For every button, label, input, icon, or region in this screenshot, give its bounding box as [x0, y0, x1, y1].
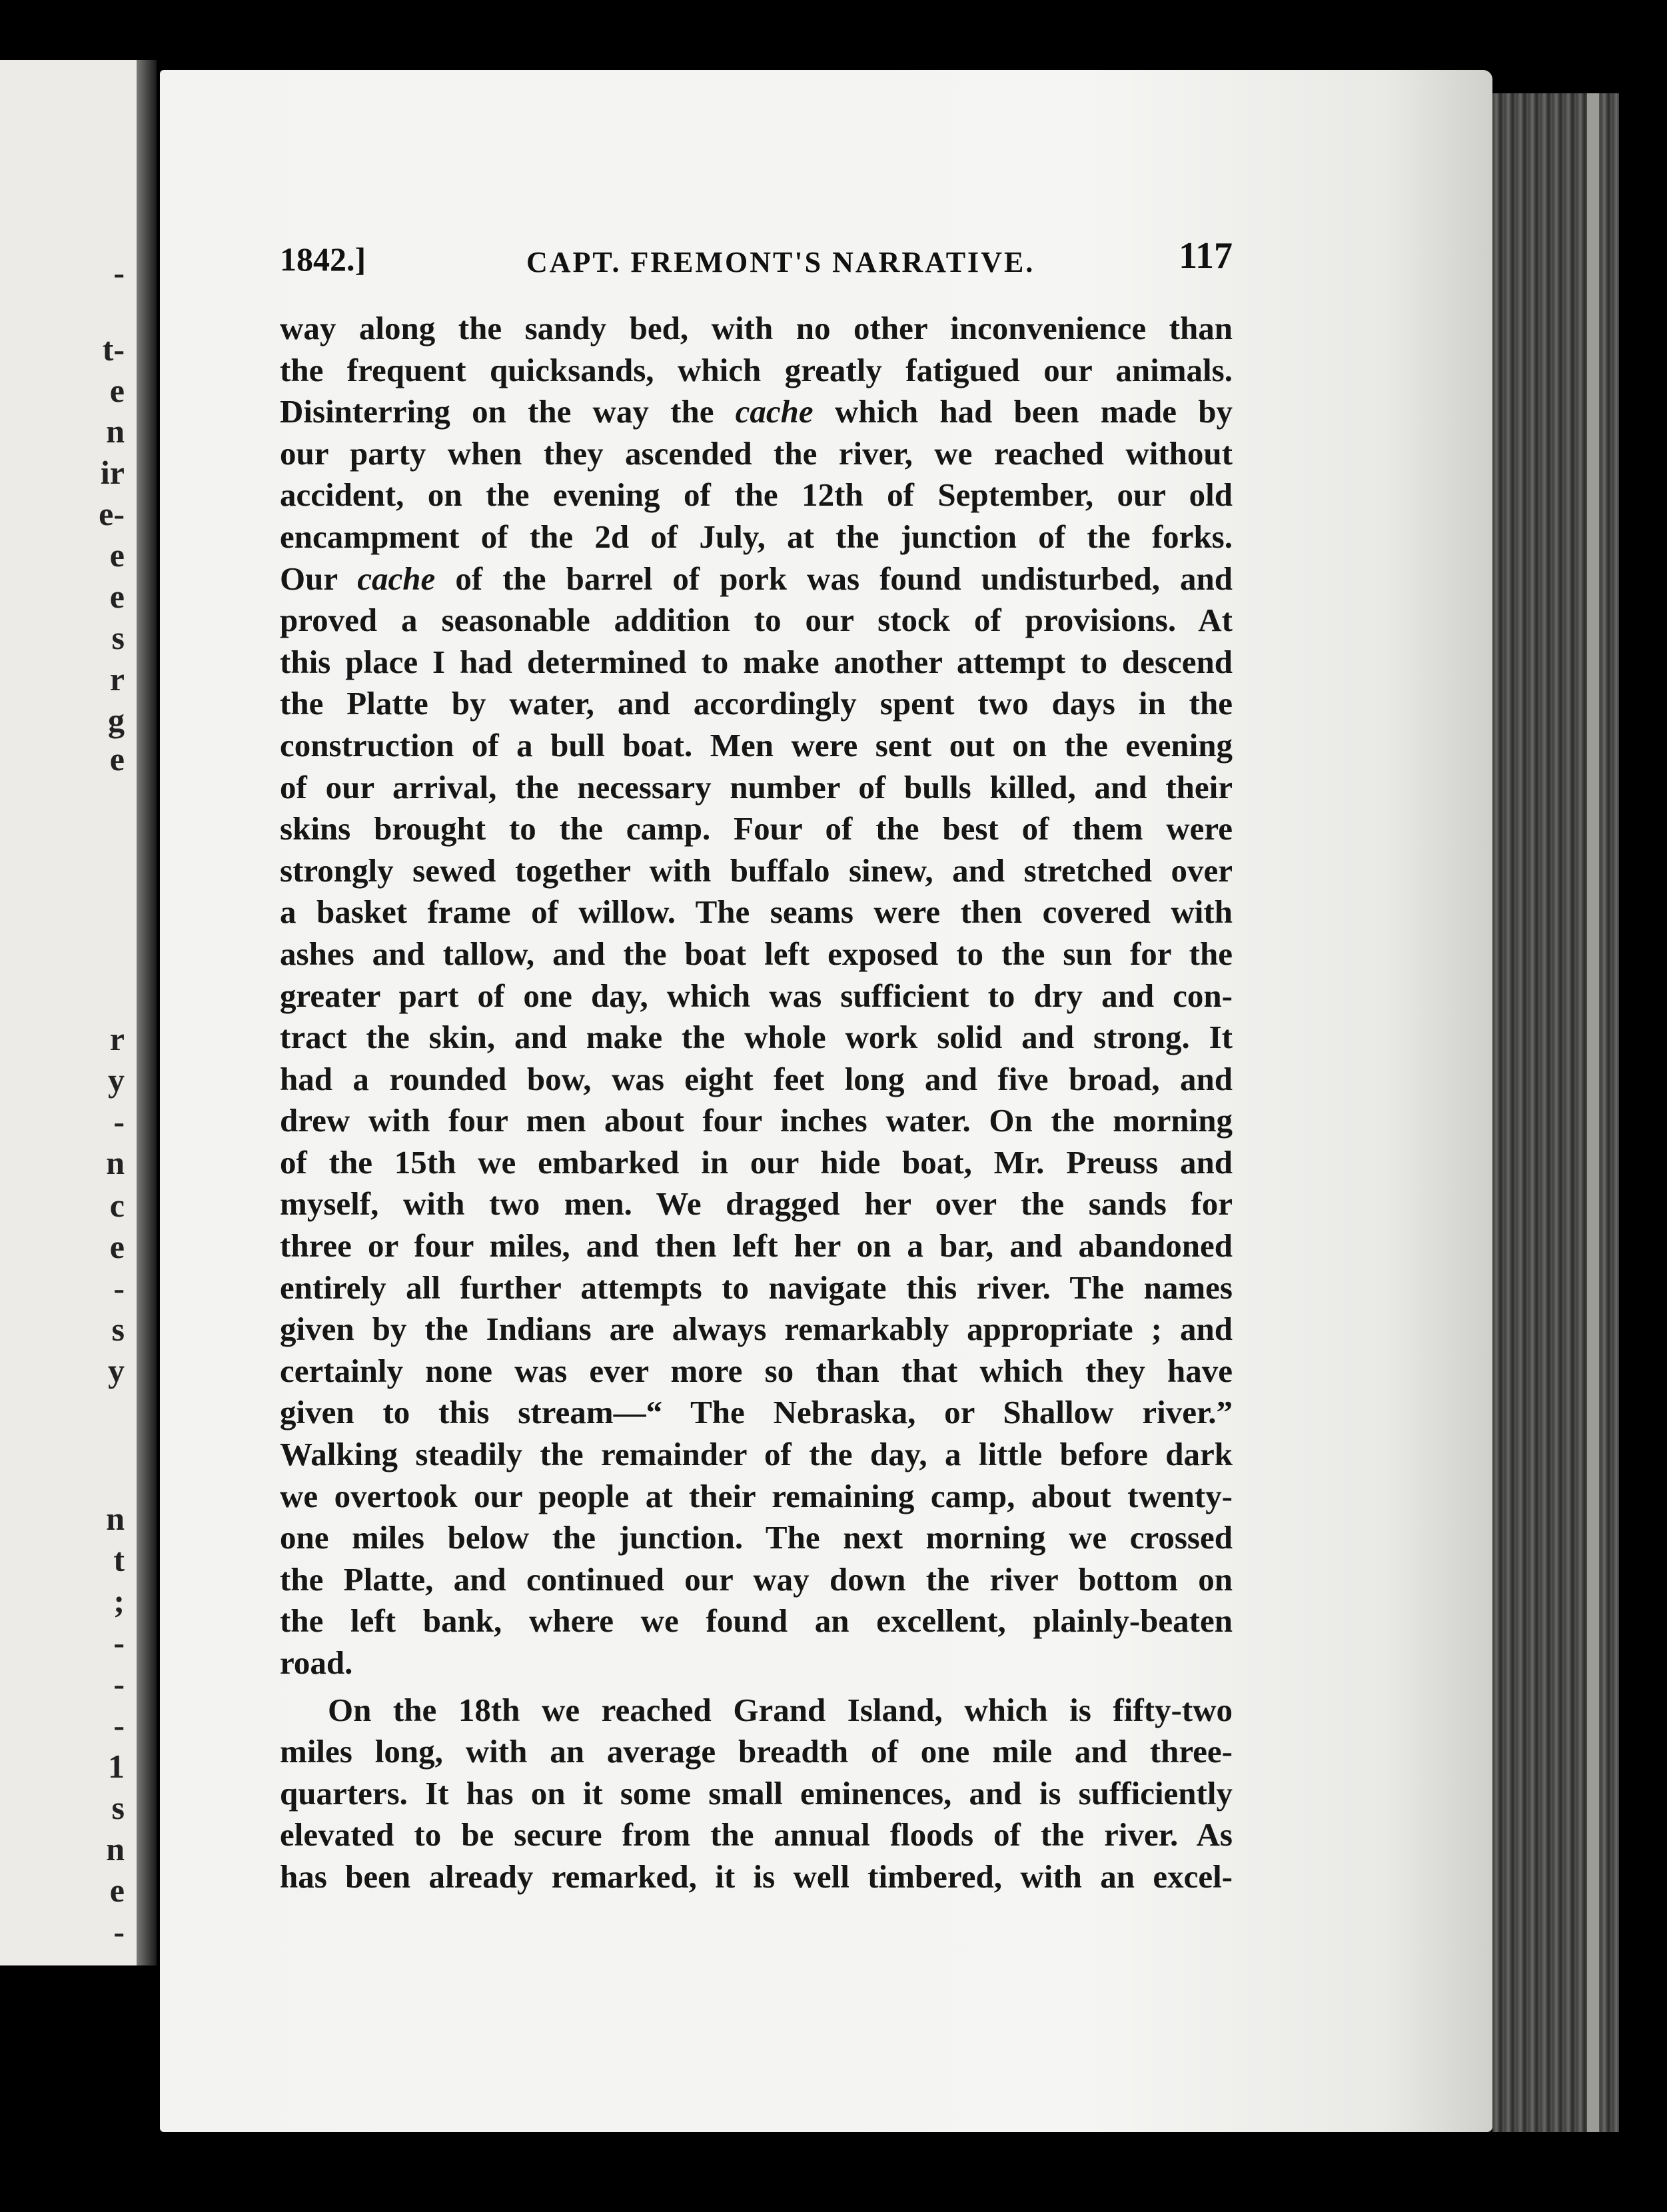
left-margin-char: n: [106, 1144, 125, 1181]
left-margin-char: s: [111, 1311, 125, 1348]
left-margin-char: s: [111, 1789, 125, 1826]
text-line: the frequent quicksands, which greatly fatigued our animals.: [280, 351, 1233, 388]
text-line: Our cache of the barrel of pork was found undisturbed, and: [280, 560, 1233, 597]
text-line: Walking steadily the remainder of the day, a little before dark: [280, 1436, 1233, 1473]
left-margin-char: -: [113, 254, 125, 291]
left-margin-char: e: [109, 1228, 125, 1265]
text-line: strongly sewed together with buffalo sinew, and stretched over: [280, 851, 1233, 889]
text-line: this place I had determined to make another attempt to descend: [280, 643, 1233, 680]
text-line: has been already remarked, it is well timbered, with an excel-: [280, 1858, 1233, 1895]
text-line: encampment of the 2d of July, at the junction of the forks.: [280, 518, 1233, 555]
text-line: elevated to be secure from the annual floods of the river. As: [280, 1816, 1233, 1854]
left-margin-char: n: [106, 1500, 125, 1537]
text-line: given to this stream—“ The Nebraska, or Shallow river.”: [280, 1394, 1233, 1431]
text-line: proved a seasonable addition to our stock of provisions. At: [280, 602, 1233, 639]
left-margin-char: -: [113, 1665, 125, 1702]
text-line: our party when they ascended the river, we reached without: [280, 434, 1233, 472]
text-line: of the 15th we embarked in our hide boat, Mr. Preuss and: [280, 1143, 1233, 1181]
left-margin-char: c: [109, 1187, 125, 1224]
text-line: the left bank, where we found an excellent, plainly-beaten: [280, 1602, 1233, 1640]
left-margin-char: s: [111, 619, 125, 656]
text-line: three or four miles, and then left her on a bar, and abandoned: [280, 1227, 1233, 1265]
text-line: ashes and tallow, and the boat left exposed to the sun for the: [280, 935, 1233, 972]
text-line: a basket frame of willow. The seams were then covered with: [280, 893, 1233, 931]
text-line: one miles below the junction. The next morning we crossed: [280, 1519, 1233, 1556]
text-line: construction of a bull boat. Men were sent out on the evening: [280, 726, 1233, 764]
left-margin-char: r: [109, 660, 125, 698]
left-margin-char: -: [113, 1706, 125, 1744]
left-margin-char: e: [109, 372, 125, 409]
left-margin-char: e: [109, 578, 125, 615]
left-margin-char: y: [108, 1061, 125, 1099]
left-page-margin-letters: [0, 60, 137, 1965]
text-line: drew with four men about four inches water. On the morning: [280, 1102, 1233, 1139]
left-margin-char: e: [109, 1872, 125, 1909]
left-margin-char: -: [113, 1913, 125, 1950]
header-title: CAPT. FREMONT'S NARRATIVE.: [526, 246, 1035, 278]
text-line: myself, with two men. We dragged her over the sands for: [280, 1185, 1233, 1223]
page-edges: [1492, 93, 1619, 2132]
text-line: miles long, with an average breadth of one mile and three-: [280, 1733, 1233, 1770]
text-line: certainly none was ever more so than that which they have: [280, 1352, 1233, 1389]
left-margin-char: 1: [108, 1748, 125, 1785]
left-margin-char: -: [113, 1624, 125, 1661]
text-line: had a rounded bow, was eight feet long and five broad, and: [280, 1060, 1233, 1097]
book-gutter: [137, 60, 157, 1965]
left-margin-char: ir: [100, 454, 125, 491]
text-line: Disinterring on the way the cache which had been made by: [280, 393, 1233, 430]
header-year: 1842.]: [280, 241, 366, 278]
text-line: greater part of one day, which was sufficient to dry and con-: [280, 977, 1233, 1014]
left-margin-char: ;: [113, 1582, 125, 1620]
text-line: entirely all further attempts to navigate this river. The names: [280, 1269, 1233, 1306]
text-line: given by the Indians are always remarkably appropriate ; and: [280, 1311, 1233, 1348]
body-text: [280, 308, 1233, 1898]
text-line: skins brought to the camp. Four of the best of them were: [280, 810, 1233, 847]
left-page-fragment: [0, 60, 137, 1965]
left-margin-char: -: [113, 1269, 125, 1307]
running-header: [280, 235, 1233, 293]
text-line: way along the sandy bed, with no other inconvenience than: [280, 310, 1233, 346]
text-line: On the 18th we reached Grand Island, which is fifty-two: [328, 1691, 1233, 1728]
left-margin-char: y: [108, 1352, 125, 1389]
left-margin-char: e: [109, 536, 125, 574]
text-line: accident, on the evening of the 12th of September, our old: [280, 476, 1233, 514]
left-margin-char: e: [109, 740, 125, 778]
text-line: we overtook our people at their remaining camp, about twenty-: [280, 1477, 1233, 1514]
paragraph-gap: [280, 1684, 1233, 1690]
page-number: 117: [1179, 235, 1233, 276]
text-line: the Platte by water, and accordingly spent two days in the: [280, 685, 1233, 722]
left-margin-char: t-: [102, 330, 125, 368]
text-line: the Platte, and continued our way down the river bottom on: [280, 1560, 1233, 1598]
left-margin-char: -: [113, 1103, 125, 1140]
left-margin-char: e-: [99, 495, 125, 532]
text-line: of our arrival, the necessary number of bulls killed, and their: [280, 768, 1233, 806]
left-margin-char: n: [106, 1830, 125, 1868]
left-margin-char: n: [106, 412, 125, 450]
left-margin-char: t: [113, 1541, 125, 1578]
text-line: road.: [280, 1644, 353, 1681]
text-line: quarters. It has on it some small eminences, and is sufficiently: [280, 1774, 1233, 1812]
left-margin-char: r: [109, 1020, 125, 1057]
left-margin-char: g: [108, 702, 125, 739]
text-line: tract the skin, and make the whole work solid and strong. It: [280, 1019, 1233, 1056]
